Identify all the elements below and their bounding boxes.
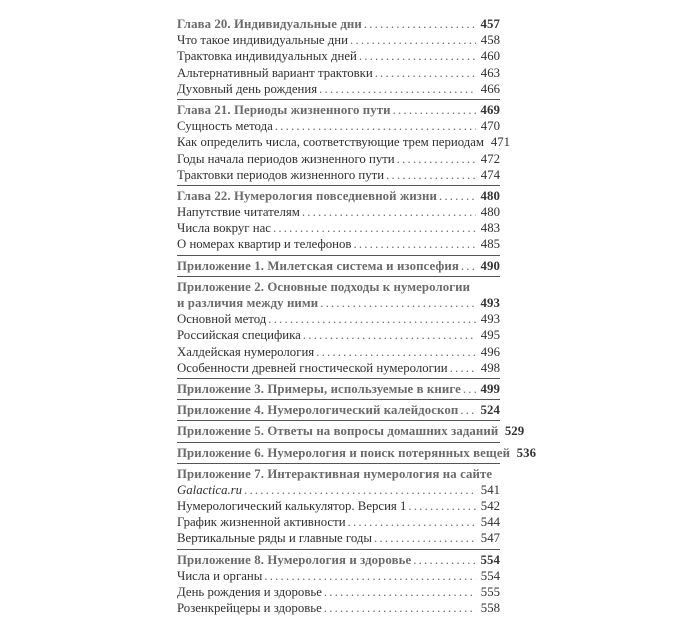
dot-leader [320,295,476,311]
toc-entry[interactable] [177,204,500,220]
toc-section [177,549,500,617]
entry-title: Духовный день рождения [177,81,318,96]
entry-title: День рождения и здоровье [177,585,322,599]
dot-leader [319,81,476,97]
page-number: 499 [480,381,500,396]
entry-title: Российская специфика [177,328,301,343]
toc-heading[interactable] [177,466,500,482]
dot-leader [244,482,476,498]
page-number: 558 [480,601,500,616]
toc-entry[interactable] [177,32,500,48]
toc-entry[interactable] [177,600,500,616]
dot-leader [359,48,476,64]
entry-title: Приложение 3. Примеры, используемые в книге [177,381,461,396]
page-number: 554 [480,552,500,567]
toc-heading[interactable] [177,16,500,32]
dot-leader [350,32,476,48]
dot-leader [375,65,476,81]
table-of-contents [177,16,537,618]
entry-title: Халдейская нумерология [177,344,315,359]
toc-heading[interactable] [177,295,500,311]
toc-entry[interactable] [177,134,511,150]
dot-leader [439,188,476,204]
entry-title: Основной метод [177,312,267,327]
toc-heading[interactable] [177,258,500,274]
toc-heading[interactable] [177,445,537,461]
page-number: 466 [480,81,500,96]
toc-section [177,442,537,461]
dot-leader [275,118,476,134]
dot-leader [324,600,476,616]
page-number: 529 [504,424,525,439]
toc-entry[interactable] [177,344,500,360]
entry-title: и различия между ними [177,296,319,310]
dot-leader [264,568,476,584]
entry-title: Глава 21. Периоды жизненного пути [177,102,391,117]
entry-title: Вертикальные ряды и главные годы [177,531,372,546]
page-number: 472 [480,151,500,166]
toc-entry[interactable] [177,48,500,64]
entry-title: Годы начала периодов жизненного пути [177,151,395,166]
entry-title: Числа вокруг нас [177,221,271,236]
toc-heading[interactable] [177,402,500,418]
toc-section [177,420,525,439]
toc-section [177,99,511,183]
dot-leader [364,16,476,32]
toc-entry[interactable] [177,220,500,236]
entry-title: Нумерологический калькулятор. Версия 1 [177,499,407,514]
dot-leader [302,204,476,220]
dot-leader [460,402,476,418]
toc-entry[interactable] [177,167,500,183]
page-number: 493 [480,296,500,310]
page-number: 480 [480,188,500,203]
toc-section [177,276,500,376]
toc-heading[interactable] [177,552,500,568]
dot-leader [413,552,476,568]
dot-leader [273,220,476,236]
page-number: 493 [480,312,500,327]
toc-heading[interactable] [177,188,500,204]
toc-heading[interactable] [177,102,500,118]
dot-leader [461,258,476,274]
entry-title: Как определить числа, соответствующие трем периодам [177,135,485,150]
dot-leader [408,498,476,514]
toc-entry[interactable] [177,311,500,327]
dot-leader [324,584,476,600]
dot-leader [386,167,476,183]
page-number: 495 [480,328,500,343]
entry-title: Что такое индивидуальные дни [177,33,349,48]
entry-title: Глава 22. Нумерология повседневной жизни [177,188,437,203]
entry-title: Особенности древней гностической нумерологии [177,360,448,375]
entry-title: Приложение 5. Ответы на вопросы домашних заданий [177,424,499,439]
dot-leader [397,151,476,167]
page-number: 496 [480,344,500,359]
toc-entry[interactable] [177,81,500,97]
dot-leader [393,102,476,118]
toc-entry[interactable] [177,360,500,376]
page-number: 463 [480,65,500,80]
entry-title: Глава 20. Индивидуальные дни [177,17,362,31]
entry-title: О номерах квартир и телефонов [177,237,352,252]
page-number: 544 [480,515,500,530]
page-number: 536 [516,445,537,460]
page-number: 547 [480,531,500,546]
page-number: 554 [480,568,500,583]
entry-title: Приложение 8. Нумерология и здоровье [177,552,412,567]
entry-title: Приложение 1. Милетская система и изопсефия [177,258,459,273]
page-number: 524 [480,403,500,418]
page-number: 542 [480,499,500,514]
toc-section [177,16,500,97]
dot-leader [303,327,476,343]
toc-heading[interactable] [177,381,500,397]
entry-title: Приложение 6. Нумерология и поиск потерянных вещей [177,445,511,460]
toc-section [177,378,500,397]
entry-title: Числа и органы [177,568,263,583]
entry-title: Сущность метода [177,119,273,134]
toc-section [177,255,500,274]
toc-entry[interactable] [177,482,500,498]
entry-title: Приложение 7. Интерактивная нумерология на сайте [177,466,493,481]
entry-title: Трактовка индивидуальных дней [177,49,357,64]
page-number: 498 [480,360,500,375]
toc-entry[interactable] [177,118,500,134]
toc-entry[interactable] [177,584,500,600]
page-number: 480 [480,205,500,220]
page-number: 471 [490,135,511,150]
toc-entry[interactable] [177,236,500,252]
page-number: 555 [480,585,500,599]
dot-leader [316,344,476,360]
page-number: 458 [480,33,500,48]
entry-title: Розенкрейцеры и здоровье [177,601,322,616]
toc-section [177,185,500,253]
toc-entry[interactable] [177,568,500,584]
toc-heading[interactable] [177,423,525,439]
toc-entry[interactable] [177,65,500,81]
page-number: 460 [480,49,500,64]
toc-entry[interactable] [177,498,500,514]
entry-title: Приложение 4. Нумерологический калейдоскоп [177,403,459,418]
page-number: 474 [480,167,500,182]
page-number: 457 [480,17,500,31]
toc-section [177,463,500,547]
dot-leader [450,360,476,376]
page-number: 470 [480,119,500,134]
toc-entry[interactable] [177,327,500,343]
dot-leader [374,530,476,546]
dot-leader [353,236,476,252]
dot-leader [268,311,476,327]
page-number: 541 [480,482,500,497]
toc-entry[interactable] [177,530,500,546]
toc-heading[interactable] [177,279,500,295]
toc-entry[interactable] [177,151,500,167]
toc-section [177,399,500,418]
entry-title: График жизненной активности [177,515,346,530]
entry-title: Альтернативный вариант трактовки [177,65,373,80]
page-number: 483 [480,221,500,236]
dot-leader [463,381,476,397]
entry-title: Приложение 2. Основные подходы к нумерологии [177,279,471,294]
entry-title: Трактовки периодов жизненного пути [177,167,385,182]
dot-leader [348,514,476,530]
page-number: 490 [480,258,500,273]
entry-title: Напутствие читателям [177,205,300,220]
toc-entry[interactable] [177,514,500,530]
page-number: 469 [480,102,500,117]
page-number: 485 [480,237,500,252]
entry-title: Galactica.ru [177,482,243,497]
